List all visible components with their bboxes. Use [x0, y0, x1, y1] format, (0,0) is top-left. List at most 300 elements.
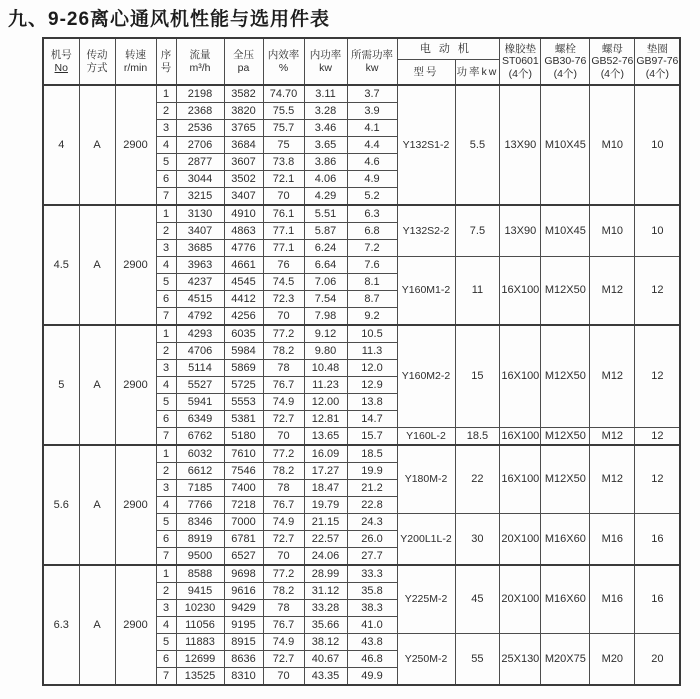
- cell-flow: 2368: [176, 103, 224, 120]
- cell-pressure: 5984: [224, 343, 263, 360]
- cell-pressure: 3407: [224, 188, 263, 206]
- cell-required-power: 46.8: [347, 651, 397, 668]
- cell-required-power: 8.7: [347, 291, 397, 308]
- cell-seq: 5: [156, 274, 176, 291]
- cell-required-power: 4.9: [347, 171, 397, 188]
- cell-flow: 3130: [176, 205, 224, 223]
- cell-efficiency: 76.7: [263, 377, 304, 394]
- cell-power: 5.51: [304, 205, 347, 223]
- cell-fan-no: 4.5: [43, 205, 79, 325]
- column-header-drive: 传动 方式: [79, 38, 115, 85]
- cell-required-power: 5.2: [347, 188, 397, 206]
- cell-pressure: 3820: [224, 103, 263, 120]
- cell-efficiency: 74.5: [263, 274, 304, 291]
- cell-bolt: M12X50: [541, 325, 590, 428]
- cell-efficiency: 76: [263, 257, 304, 274]
- cell-speed: 2900: [115, 205, 156, 325]
- cell-required-power: 22.8: [347, 497, 397, 514]
- cell-required-power: 38.3: [347, 600, 397, 617]
- cell-seq: 1: [156, 85, 176, 103]
- cell-power: 38.12: [304, 634, 347, 651]
- cell-flow: 8588: [176, 565, 224, 583]
- cell-motor-model: Y132S1-2: [397, 85, 455, 205]
- fan-group-5: [43, 325, 680, 445]
- cell-flow: 8346: [176, 514, 224, 531]
- cell-required-power: 7.6: [347, 257, 397, 274]
- cell-flow: 7766: [176, 497, 224, 514]
- cell-power: 16.09: [304, 445, 347, 463]
- column-header-flow: 流量 m³/h: [176, 38, 224, 85]
- cell-seq: 5: [156, 394, 176, 411]
- cell-required-power: 43.8: [347, 634, 397, 651]
- cell-efficiency: 72.7: [263, 411, 304, 428]
- cell-required-power: 13.8: [347, 394, 397, 411]
- cell-seq: 4: [156, 257, 176, 274]
- cell-power: 35.66: [304, 617, 347, 634]
- cell-power: 10.48: [304, 360, 347, 377]
- cell-flow: 4293: [176, 325, 224, 343]
- fan-performance-table: [42, 37, 681, 686]
- cell-efficiency: 70: [263, 548, 304, 566]
- cell-pressure: 6781: [224, 531, 263, 548]
- cell-flow: 6612: [176, 463, 224, 480]
- cell-pressure: 3607: [224, 154, 263, 171]
- cell-flow: 10230: [176, 600, 224, 617]
- cell-seq: 2: [156, 343, 176, 360]
- cell-efficiency: 77.1: [263, 240, 304, 257]
- cell-motor-power: 22: [455, 445, 500, 514]
- cell-drive: A: [79, 205, 115, 325]
- cell-power: 7.54: [304, 291, 347, 308]
- column-header-bolt: 螺栓 GB30-76 (4个): [541, 38, 590, 85]
- cell-fan-no: 4: [43, 85, 79, 205]
- cell-required-power: 8.1: [347, 274, 397, 291]
- cell-motor-model: Y200L1L-2: [397, 514, 455, 566]
- cell-flow: 5527: [176, 377, 224, 394]
- cell-washer: 10: [635, 85, 681, 205]
- cell-motor-model: Y160M1-2: [397, 257, 455, 326]
- cell-seq: 7: [156, 308, 176, 326]
- cell-flow: 2877: [176, 154, 224, 171]
- column-header-power: 内功率 kw: [304, 38, 347, 85]
- cell-flow: 3407: [176, 223, 224, 240]
- cell-motor-model: Y180M-2: [397, 445, 455, 514]
- cell-nut: M12: [590, 428, 635, 446]
- cell-bolt: M16X60: [541, 565, 590, 634]
- cell-motor-power: 5.5: [455, 85, 500, 205]
- cell-seq: 6: [156, 651, 176, 668]
- cell-required-power: 41.0: [347, 617, 397, 634]
- column-header-motor-power: 功率kw: [455, 60, 500, 86]
- cell-rubber-pad: 16X100: [500, 428, 541, 446]
- cell-pressure: 9195: [224, 617, 263, 634]
- cell-bolt: M20X75: [541, 634, 590, 686]
- cell-seq: 5: [156, 634, 176, 651]
- cell-seq: 4: [156, 497, 176, 514]
- column-header-required-power: 所需功率 kw: [347, 38, 397, 85]
- cell-pressure: 8310: [224, 668, 263, 686]
- cell-seq: 3: [156, 480, 176, 497]
- cell-pressure: 7000: [224, 514, 263, 531]
- cell-flow: 9500: [176, 548, 224, 566]
- cell-pressure: 9698: [224, 565, 263, 583]
- cell-power: 11.23: [304, 377, 347, 394]
- cell-power: 22.57: [304, 531, 347, 548]
- cell-flow: 3215: [176, 188, 224, 206]
- cell-bolt: M16X60: [541, 514, 590, 566]
- cell-pressure: 6527: [224, 548, 263, 566]
- cell-seq: 5: [156, 154, 176, 171]
- cell-bolt: M12X50: [541, 445, 590, 514]
- cell-seq: 4: [156, 137, 176, 154]
- cell-pressure: 7218: [224, 497, 263, 514]
- cell-pressure: 4910: [224, 205, 263, 223]
- cell-nut: M16: [590, 514, 635, 566]
- cell-efficiency: 70: [263, 188, 304, 206]
- cell-efficiency: 72.1: [263, 171, 304, 188]
- cell-rubber-pad: 16X100: [500, 325, 541, 428]
- cell-required-power: 14.7: [347, 411, 397, 428]
- cell-rubber-pad: 16X100: [500, 445, 541, 514]
- cell-flow: 2198: [176, 85, 224, 103]
- cell-power: 4.29: [304, 188, 347, 206]
- cell-required-power: 3.9: [347, 103, 397, 120]
- cell-power: 6.64: [304, 257, 347, 274]
- cell-efficiency: 70: [263, 308, 304, 326]
- cell-efficiency: 76.1: [263, 205, 304, 223]
- column-header-motor: 电动机: [397, 38, 500, 60]
- column-header-efficiency: 内效率 %: [263, 38, 304, 85]
- cell-efficiency: 78.2: [263, 343, 304, 360]
- cell-power: 33.28: [304, 600, 347, 617]
- cell-power: 9.80: [304, 343, 347, 360]
- cell-rubber-pad: 16X100: [500, 257, 541, 326]
- cell-flow: 4237: [176, 274, 224, 291]
- cell-pressure: 9429: [224, 600, 263, 617]
- cell-pressure: 5869: [224, 360, 263, 377]
- cell-seq: 1: [156, 565, 176, 583]
- cell-drive: A: [79, 445, 115, 565]
- cell-rubber-pad: 20X100: [500, 514, 541, 566]
- cell-flow: 11056: [176, 617, 224, 634]
- cell-nut: M12: [590, 445, 635, 514]
- cell-flow: 3685: [176, 240, 224, 257]
- cell-drive: A: [79, 325, 115, 445]
- table-row: [43, 325, 680, 343]
- cell-efficiency: 78.2: [263, 463, 304, 480]
- cell-required-power: 3.7: [347, 85, 397, 103]
- cell-efficiency: 70: [263, 428, 304, 446]
- cell-rubber-pad: 25X130: [500, 634, 541, 686]
- cell-washer: 10: [635, 205, 681, 257]
- cell-seq: 2: [156, 463, 176, 480]
- cell-motor-model: Y225M-2: [397, 565, 455, 634]
- cell-required-power: 27.7: [347, 548, 397, 566]
- cell-power: 18.47: [304, 480, 347, 497]
- cell-power: 31.12: [304, 583, 347, 600]
- cell-nut: M20: [590, 634, 635, 686]
- cell-flow: 5941: [176, 394, 224, 411]
- cell-speed: 2900: [115, 85, 156, 205]
- cell-pressure: 8915: [224, 634, 263, 651]
- cell-flow: 4792: [176, 308, 224, 326]
- cell-required-power: 12.0: [347, 360, 397, 377]
- cell-seq: 2: [156, 103, 176, 120]
- cell-washer: 12: [635, 445, 681, 514]
- cell-power: 17.27: [304, 463, 347, 480]
- cell-pressure: 9616: [224, 583, 263, 600]
- cell-power: 5.87: [304, 223, 347, 240]
- cell-seq: 4: [156, 377, 176, 394]
- cell-required-power: 4.1: [347, 120, 397, 137]
- cell-seq: 7: [156, 548, 176, 566]
- cell-efficiency: 70: [263, 668, 304, 686]
- cell-efficiency: 75.7: [263, 120, 304, 137]
- cell-efficiency: 78: [263, 600, 304, 617]
- cell-washer: 16: [635, 514, 681, 566]
- column-header-speed: 转速 r/min: [115, 38, 156, 85]
- cell-efficiency: 72.7: [263, 651, 304, 668]
- cell-power: 6.24: [304, 240, 347, 257]
- fan-group-4: [43, 85, 680, 205]
- cell-pressure: 6035: [224, 325, 263, 343]
- cell-required-power: 4.4: [347, 137, 397, 154]
- cell-seq: 2: [156, 583, 176, 600]
- cell-efficiency: 72.7: [263, 531, 304, 548]
- cell-seq: 1: [156, 205, 176, 223]
- cell-seq: 7: [156, 668, 176, 686]
- cell-efficiency: 74.9: [263, 634, 304, 651]
- cell-seq: 4: [156, 617, 176, 634]
- cell-flow: 4706: [176, 343, 224, 360]
- column-header-fan-no: 机号 No: [43, 38, 79, 85]
- cell-efficiency: 75: [263, 137, 304, 154]
- cell-efficiency: 76.7: [263, 497, 304, 514]
- cell-flow: 3963: [176, 257, 224, 274]
- cell-seq: 5: [156, 514, 176, 531]
- cell-seq: 7: [156, 428, 176, 446]
- cell-flow: 7185: [176, 480, 224, 497]
- cell-pressure: 4412: [224, 291, 263, 308]
- cell-power: 40.67: [304, 651, 347, 668]
- column-header-rubber-pad: 橡胶垫 ST0601 (4个): [500, 38, 541, 85]
- cell-flow: 3044: [176, 171, 224, 188]
- cell-washer: 16: [635, 565, 681, 634]
- column-header-pressure: 全压 pa: [224, 38, 263, 85]
- cell-pressure: 5553: [224, 394, 263, 411]
- cell-bolt: M10X45: [541, 205, 590, 257]
- cell-power: 24.06: [304, 548, 347, 566]
- cell-bolt: M12X50: [541, 257, 590, 326]
- table-row: [43, 565, 680, 583]
- cell-nut: M10: [590, 205, 635, 257]
- cell-seq: 2: [156, 223, 176, 240]
- cell-efficiency: 77.2: [263, 325, 304, 343]
- cell-pressure: 4256: [224, 308, 263, 326]
- column-header-seq: 序 号: [156, 38, 176, 85]
- cell-power: 13.65: [304, 428, 347, 446]
- cell-nut: M12: [590, 257, 635, 326]
- cell-power: 3.86: [304, 154, 347, 171]
- cell-washer: 12: [635, 428, 681, 446]
- cell-pressure: 3765: [224, 120, 263, 137]
- cell-required-power: 6.8: [347, 223, 397, 240]
- cell-efficiency: 72.3: [263, 291, 304, 308]
- cell-efficiency: 78: [263, 360, 304, 377]
- cell-required-power: 49.9: [347, 668, 397, 686]
- cell-pressure: 3502: [224, 171, 263, 188]
- cell-speed: 2900: [115, 325, 156, 445]
- cell-motor-model: Y132S2-2: [397, 205, 455, 257]
- cell-bolt: M10X45: [541, 85, 590, 205]
- cell-speed: 2900: [115, 445, 156, 565]
- cell-washer: 12: [635, 325, 681, 428]
- cell-efficiency: 77.2: [263, 445, 304, 463]
- cell-motor-power: 45: [455, 565, 500, 634]
- cell-fan-no: 5: [43, 325, 79, 445]
- cell-flow: 9415: [176, 583, 224, 600]
- cell-motor-model: Y160M2-2: [397, 325, 455, 428]
- column-header-motor-model: 型号: [397, 60, 455, 86]
- cell-flow: 2706: [176, 137, 224, 154]
- cell-motor-power: 11: [455, 257, 500, 326]
- cell-power: 4.06: [304, 171, 347, 188]
- cell-efficiency: 75.5: [263, 103, 304, 120]
- cell-motor-power: 55: [455, 634, 500, 686]
- table-row: [43, 445, 680, 463]
- cell-required-power: 21.2: [347, 480, 397, 497]
- cell-efficiency: 77.2: [263, 565, 304, 583]
- cell-rubber-pad: 13X90: [500, 205, 541, 257]
- cell-power: 3.28: [304, 103, 347, 120]
- cell-required-power: 4.6: [347, 154, 397, 171]
- cell-pressure: 5381: [224, 411, 263, 428]
- cell-nut: M12: [590, 325, 635, 428]
- cell-efficiency: 78.2: [263, 583, 304, 600]
- cell-power: 19.79: [304, 497, 347, 514]
- cell-efficiency: 78: [263, 480, 304, 497]
- cell-drive: A: [79, 565, 115, 685]
- cell-required-power: 19.9: [347, 463, 397, 480]
- cell-seq: 3: [156, 600, 176, 617]
- cell-power: 3.11: [304, 85, 347, 103]
- cell-power: 28.99: [304, 565, 347, 583]
- cell-efficiency: 74.70: [263, 85, 304, 103]
- cell-seq: 6: [156, 531, 176, 548]
- cell-power: 3.46: [304, 120, 347, 137]
- cell-power: 43.35: [304, 668, 347, 686]
- fan-group-4.5: [43, 205, 680, 325]
- cell-rubber-pad: 13X90: [500, 85, 541, 205]
- cell-required-power: 33.3: [347, 565, 397, 583]
- cell-drive: A: [79, 85, 115, 205]
- cell-required-power: 9.2: [347, 308, 397, 326]
- cell-flow: 6349: [176, 411, 224, 428]
- cell-seq: 6: [156, 291, 176, 308]
- fan-group-5.6: [43, 445, 680, 565]
- cell-seq: 3: [156, 120, 176, 137]
- cell-nut: M16: [590, 565, 635, 634]
- cell-flow: 12699: [176, 651, 224, 668]
- cell-motor-power: 7.5: [455, 205, 500, 257]
- cell-motor-power: 15: [455, 325, 500, 428]
- cell-motor-power: 30: [455, 514, 500, 566]
- cell-power: 12.81: [304, 411, 347, 428]
- cell-motor-model: Y160L-2: [397, 428, 455, 446]
- page-title: 九、9-26离心通风机性能与选用件表: [8, 9, 331, 30]
- cell-flow: 11883: [176, 634, 224, 651]
- cell-flow: 6762: [176, 428, 224, 446]
- cell-bolt: M12X50: [541, 428, 590, 446]
- cell-efficiency: 77.1: [263, 223, 304, 240]
- cell-required-power: 15.7: [347, 428, 397, 446]
- cell-flow: 8919: [176, 531, 224, 548]
- cell-pressure: 5180: [224, 428, 263, 446]
- cell-nut: M10: [590, 85, 635, 205]
- cell-pressure: 7610: [224, 445, 263, 463]
- cell-speed: 2900: [115, 565, 156, 685]
- cell-required-power: 7.2: [347, 240, 397, 257]
- cell-efficiency: 76.7: [263, 617, 304, 634]
- cell-seq: 6: [156, 171, 176, 188]
- cell-required-power: 26.0: [347, 531, 397, 548]
- cell-pressure: 4545: [224, 274, 263, 291]
- cell-pressure: 7400: [224, 480, 263, 497]
- cell-efficiency: 73.8: [263, 154, 304, 171]
- cell-seq: 1: [156, 445, 176, 463]
- cell-required-power: 24.3: [347, 514, 397, 531]
- cell-required-power: 11.3: [347, 343, 397, 360]
- cell-flow: 4515: [176, 291, 224, 308]
- cell-seq: 3: [156, 240, 176, 257]
- cell-required-power: 10.5: [347, 325, 397, 343]
- cell-power: 12.00: [304, 394, 347, 411]
- cell-power: 21.15: [304, 514, 347, 531]
- cell-required-power: 12.9: [347, 377, 397, 394]
- cell-power: 7.06: [304, 274, 347, 291]
- cell-pressure: 4661: [224, 257, 263, 274]
- cell-efficiency: 74.9: [263, 514, 304, 531]
- cell-motor-model: Y250M-2: [397, 634, 455, 686]
- cell-seq: 7: [156, 188, 176, 206]
- cell-pressure: 7546: [224, 463, 263, 480]
- cell-flow: 6032: [176, 445, 224, 463]
- cell-power: 9.12: [304, 325, 347, 343]
- fan-group-6.3: [43, 565, 680, 685]
- cell-pressure: 3582: [224, 85, 263, 103]
- cell-pressure: 4776: [224, 240, 263, 257]
- cell-pressure: 5725: [224, 377, 263, 394]
- cell-rubber-pad: 20X100: [500, 565, 541, 634]
- cell-required-power: 18.5: [347, 445, 397, 463]
- cell-flow: 2536: [176, 120, 224, 137]
- column-header-nut: 螺母 GB52-76 (4个): [590, 38, 635, 85]
- cell-motor-power: 18.5: [455, 428, 500, 446]
- column-header-washer: 垫圈 GB97-76 (4个): [635, 38, 681, 85]
- table-row: [43, 85, 680, 103]
- cell-seq: 6: [156, 411, 176, 428]
- cell-seq: 1: [156, 325, 176, 343]
- cell-power: 3.65: [304, 137, 347, 154]
- cell-pressure: 8636: [224, 651, 263, 668]
- cell-required-power: 6.3: [347, 205, 397, 223]
- cell-washer: 20: [635, 634, 681, 686]
- cell-power: 7.98: [304, 308, 347, 326]
- cell-pressure: 3684: [224, 137, 263, 154]
- cell-efficiency: 74.9: [263, 394, 304, 411]
- cell-flow: 13525: [176, 668, 224, 686]
- cell-fan-no: 5.6: [43, 445, 79, 565]
